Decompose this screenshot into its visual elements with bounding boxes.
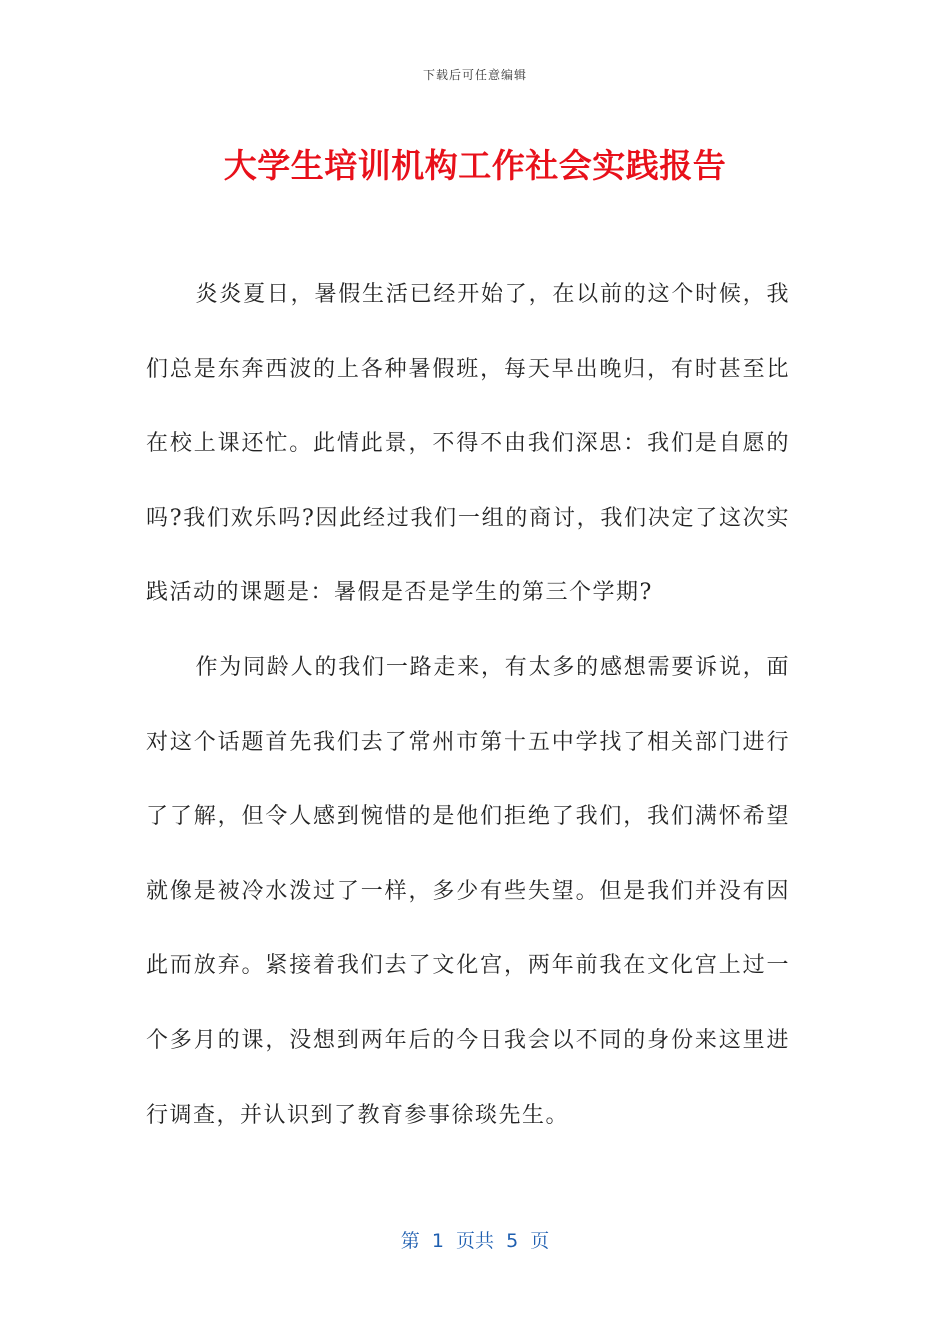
paragraph: 炎炎夏日，暑假生活已经开始了，在以前的这个时候，我们总是东奔西波的上各种暑假班，每天早出晚归，有时甚至比在校上课还忙。此情此景，不得不由我们深思：我们是自愿的吗?我们欢乐吗?因此经过我们一组的商讨，我们决定了这次实践活动的课题是：暑假是否是学生的第三个学期? — [146, 282, 790, 606]
page-number-footer: 第 1 页共 5 页 — [400, 1230, 550, 1252]
header-note: 下载后可任意编辑 — [422, 68, 527, 82]
document-body — [146, 258, 790, 1153]
document-title: 大学生培训机构工作社会实践报告 — [223, 146, 727, 185]
paragraph: 作为同龄人的我们一路走来，有太多的感想需要诉说，面对这个话题首先我们去了常州市第十五中学找了相关部门进行了了解，但令人感到惋惜的是他们拒绝了我们，我们满怀希望就像是被冷水泼过了一样，多少有些失望。但是我们并没有因此而放弃。紧接着我们去了文化宫，两年前我在文化宫上过一个多月的课，没想到两年后的今日我会以不同的身份来这里进行调查，并认识到了教育参事徐琰先生。 — [146, 654, 790, 1128]
